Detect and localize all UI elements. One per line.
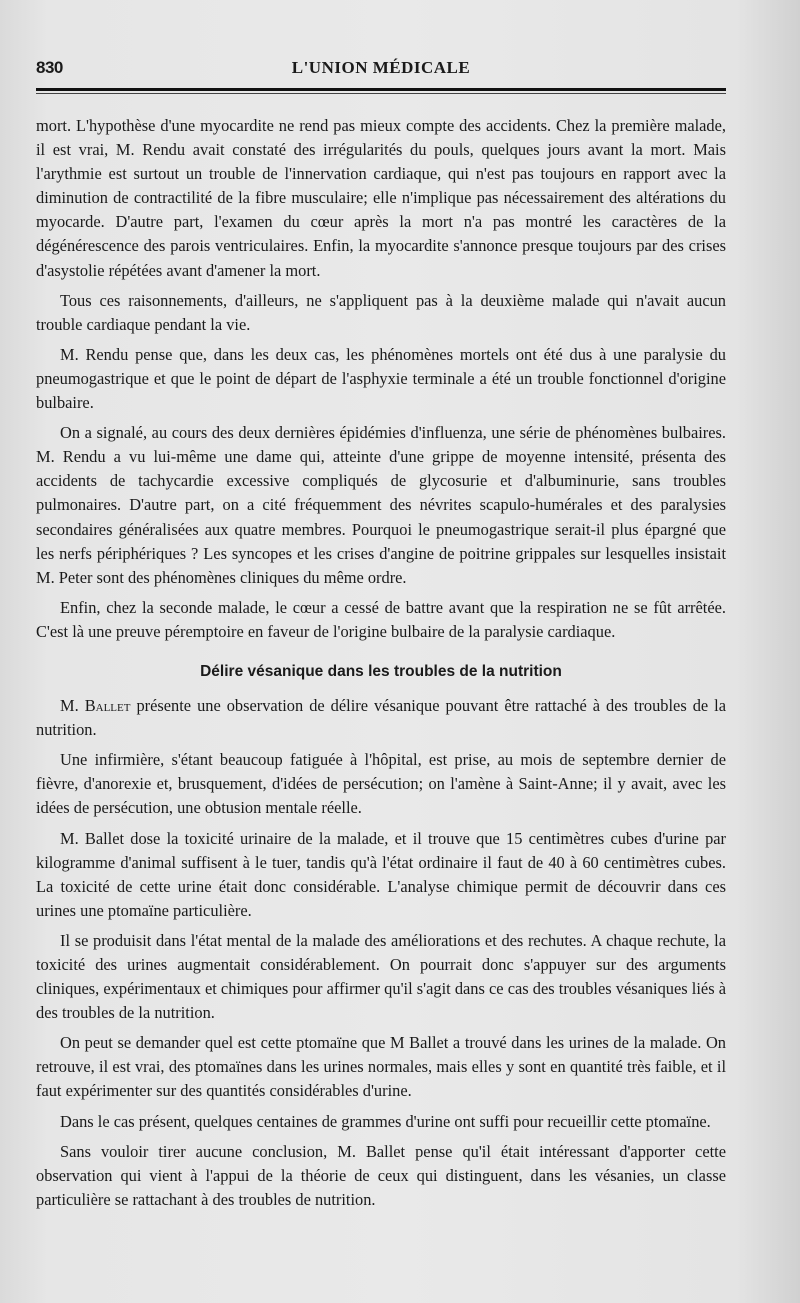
paragraph: Il se produisit dans l'état mental de la malade des améliorations et des rechutes. A chaque rechute, la toxicité des urines augmentait considérablement. On pourrait donc s'appuyer sur des arguments cliniques, expérimentaux et chimiques pour affirmer qu'il s'agit dans ce cas des troubles vésaniques liés à des troubles de la nutrition. [36, 930, 726, 1023]
article-body [36, 114, 726, 1218]
text-span: présente une observation de délire vésanique pouvant être rattaché à des troubles de la nutrition. [36, 696, 726, 740]
header-rule-fine [36, 93, 726, 94]
section-title: Délire vésanique dans les troubles de la nutrition [200, 662, 562, 680]
header-rule [36, 88, 726, 91]
paragraph: On a signalé, au cours des deux dernières épidémies d'influenza, une série de phénomènes bulbaires. M. Rendu a vu lui-même une dame qui, atteinte d'une grippe de moyenne intensité, présenta des accidents de tachycardie excessive compliqués de glycosurie et d'albuminurie, sans troubles pulmonaires. D'autre part, on a cité fréquemment des névrites scapulo-humérales et des paralysies secondaires généralisées aux quatre membres. Pourquoi le pneumogastrique serait-il plus épargné que les nerfs périphériques ? Les syncopes et les crises d'angine de poitrine grippales sur lesquelles insistait M. Peter sont des phénomènes cliniques du même ordre. [36, 423, 726, 587]
paragraph: M. Ballet dose la toxicité urinaire de la malade, et il trouve que 15 centimètres cubes d'urine par kilogramme d'animal suffisent à le tuer, tandis qu'à l'état ordinaire il faut de 40 à 60 centimètres cubes. La toxicité de cette urine était donc considérable. L'analyse chimique permit de découvrir dans ces urines une ptomaïne particulière. [36, 828, 726, 920]
paragraph: Dans le cas présent, quelques centaines de grammes d'urine ont suffi pour recueillir cette ptomaïne. [60, 1111, 711, 1131]
journal-title: L'UNION MÉDICALE [291, 58, 471, 77]
paragraph: Une infirmière, s'étant beaucoup fatiguée à l'hôpital, est prise, au mois de septembre dernier de fièvre, d'anorexie et, brusquement, d'idées de persécution; on l'amène à Saint-Anne; il y avait, avec les idées de persécution, une obtusion mentale réelle. [36, 750, 726, 818]
text-span: M. [60, 696, 85, 716]
paragraph: Tous ces raisonnements, d'ailleurs, ne s'appliquent pas à la deuxième malade qui n'avait aucun trouble cardiaque pendant la vie. [36, 290, 726, 334]
paragraph [36, 694, 726, 742]
page-number: 830 [36, 58, 63, 77]
paragraph: M. Rendu pense que, dans les deux cas, les phénomènes mortels ont été dus à une paralysie du pneumogastrique et que le point de départ de l'asphyxie terminale a été un trouble fonctionnel d'origine bulbaire. [36, 344, 726, 413]
paragraph: On peut se demander quel est cette ptomaïne que M Ballet a trouvé dans les urines de la malade. On retrouve, il est vrai, des ptomaïnes dans les urines normales, mais elles y sont en quantité très faible, et il faut expérimenter sur des quantités considérables d'urine. [36, 1033, 726, 1101]
paragraph: Sans vouloir tirer aucune conclusion, M. Ballet pense qu'il était intéressant d'apporter cette observation qui vient à l'appui de la théorie de ceux qui distinguent, dans les vésanies, un classe particulière se rattachant à des troubles de nutrition. [36, 1141, 726, 1209]
paragraph: Enfin, chez la seconde malade, le cœur a cessé de battre avant que la respiration ne se fût arrêtée. C'est là une preuve péremptoire en faveur de l'origine bulbaire de la paralysie cardiaque. [36, 597, 726, 641]
author-name: Ballet [84, 696, 131, 716]
running-header [36, 58, 726, 84]
paragraph: mort. L'hypothèse d'une myocardite ne rend pas mieux compte des accidents. Chez la première malade, il est vrai, M. Rendu avait constaté des irrégularités du pouls, quelques jours avant la mort. Mais l'arythmie est surtout un trouble de l'innervation cardiaque, qui n'est pas toujours en rapport avec la diminution de contractilité de la fibre musculaire; elle n'implique pas nécessairement des altérations du myocarde. D'autre part, l'examen du cœur après la mort n'a pas montré les caractères de la dégénérescence des parois ventriculaires. Enfin, la myocardite s'annonce presque toujours par des crises d'asystolie répétées avant d'amener la mort. [36, 116, 726, 280]
